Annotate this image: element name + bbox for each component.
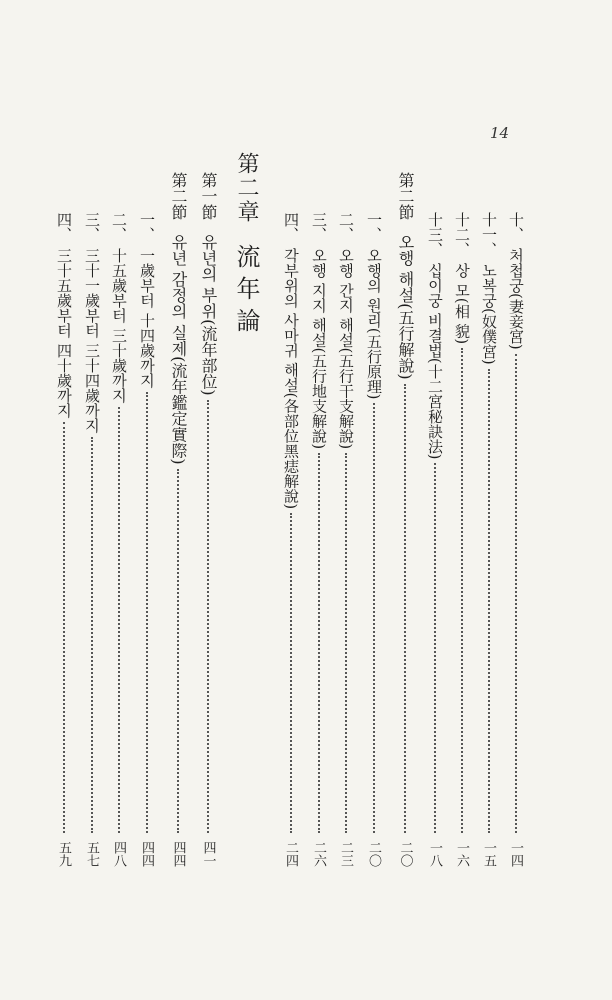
toc-entry-label: 二、 [337,212,355,242]
toc-entry-title: 각부위의 사마귀 해설(各部位黑痣解說) [282,248,300,510]
toc-entry-page: 一六 [454,841,469,867]
toc-entry-page: 四八 [111,841,126,867]
dot-leader [207,400,209,833]
toc-entry-title: 십이궁 비결법(十二宮秘訣法) [426,263,444,460]
toc-entry-page: 二〇 [397,841,413,867]
toc-entry-title: 三十五歲부터 四十歲까지 [55,248,73,418]
dot-leader [434,463,436,833]
chapter-heading [234,152,258,372]
toc-entry [454,212,469,867]
toc-entry-title: 오행의 원리(五行原理) [365,248,383,400]
dot-leader [404,384,406,833]
toc-entry-page: 二三 [338,841,353,867]
toc-entry-title: 三十一歲부터 三十四歲까지 [83,248,101,433]
toc-entry-label: 一、 [138,212,156,242]
page-number: 14 [490,124,510,142]
toc-entry-label: 第一節 [199,172,218,220]
toc-entry-label: 十三、 [426,212,444,257]
toc-entry-page: 四四 [170,841,186,867]
toc-entry-label: 三、 [83,212,101,242]
dot-leader [118,407,120,833]
dot-leader [345,453,347,833]
toc-entry-title: 유년 감정의 실제(流年鑑定實際) [169,234,188,465]
toc-entry-title: 오행 간지 해설(五行干支解說) [337,248,355,450]
toc-entry [508,212,523,867]
dot-leader [488,369,490,833]
toc-entry-page: 五九 [56,841,71,867]
toc-entry [427,212,442,867]
toc-entry-title: 一歲부터 十四歲까지 [138,248,156,388]
dot-leader [318,453,320,833]
toc-entry [139,212,154,867]
toc-entry-page: 一八 [427,841,442,867]
toc-entry [311,212,326,867]
toc-entry-label: 第二節 [396,172,415,220]
toc-entry-title: 처첩궁(妻妾宮) [507,248,525,350]
toc-entry-title: 十五歲부터 三十歲까지 [110,248,128,403]
dot-leader [290,513,292,833]
dot-leader [461,348,463,833]
toc-entry-title: 상 모(相 貌) [453,263,471,345]
dot-leader [146,392,148,833]
toc-entry [84,212,99,867]
toc-section-entry [170,172,186,867]
toc-entry-page: 一四 [508,841,523,867]
toc-entry-label: 一、 [365,212,383,242]
toc-entry-page: 二四 [283,841,298,867]
toc-entry [338,212,353,867]
chapter-title: 流年論 [232,244,260,340]
toc-section-entry [397,172,413,867]
toc-entry [366,212,381,867]
chapter-label: 第二章 [234,152,259,224]
toc-entry-label: 十一、 [480,212,498,257]
dot-leader [177,469,179,833]
toc-entry [283,212,298,867]
toc-entry-page: 二六 [311,841,326,867]
toc-entry-page: 五七 [84,841,99,867]
toc-entry-label: 四、 [55,212,73,242]
toc-entry-title: 오행 지지 해설(五行地支解說) [310,248,328,450]
toc-entry-title: 오행 해설(五行解說) [396,234,415,380]
toc-entry-page: 四四 [139,841,154,867]
toc-entry-page: 二〇 [366,841,381,867]
toc-entry-label: 十二、 [453,212,471,257]
dot-leader [91,437,93,833]
dot-leader [515,354,517,833]
toc-entry-title: 노복궁(奴僕宮) [480,263,498,365]
toc-entry-label: 三、 [310,212,328,242]
toc-entry-label: 十、 [507,212,525,242]
toc-entry-label: 二、 [110,212,128,242]
dot-leader [63,422,65,833]
dot-leader [373,403,375,833]
toc-entry-page: 一五 [481,841,496,867]
toc-entry-title: 유년의 부위(流年部位) [199,234,218,396]
toc-entry [111,212,126,867]
toc-entry-label: 第二節 [169,172,188,220]
toc-entry [481,212,496,867]
toc-entry-page: 四一 [200,841,216,867]
toc-section-entry [200,172,216,867]
toc-entry-label: 四、 [282,212,300,242]
toc-entry [56,212,71,867]
